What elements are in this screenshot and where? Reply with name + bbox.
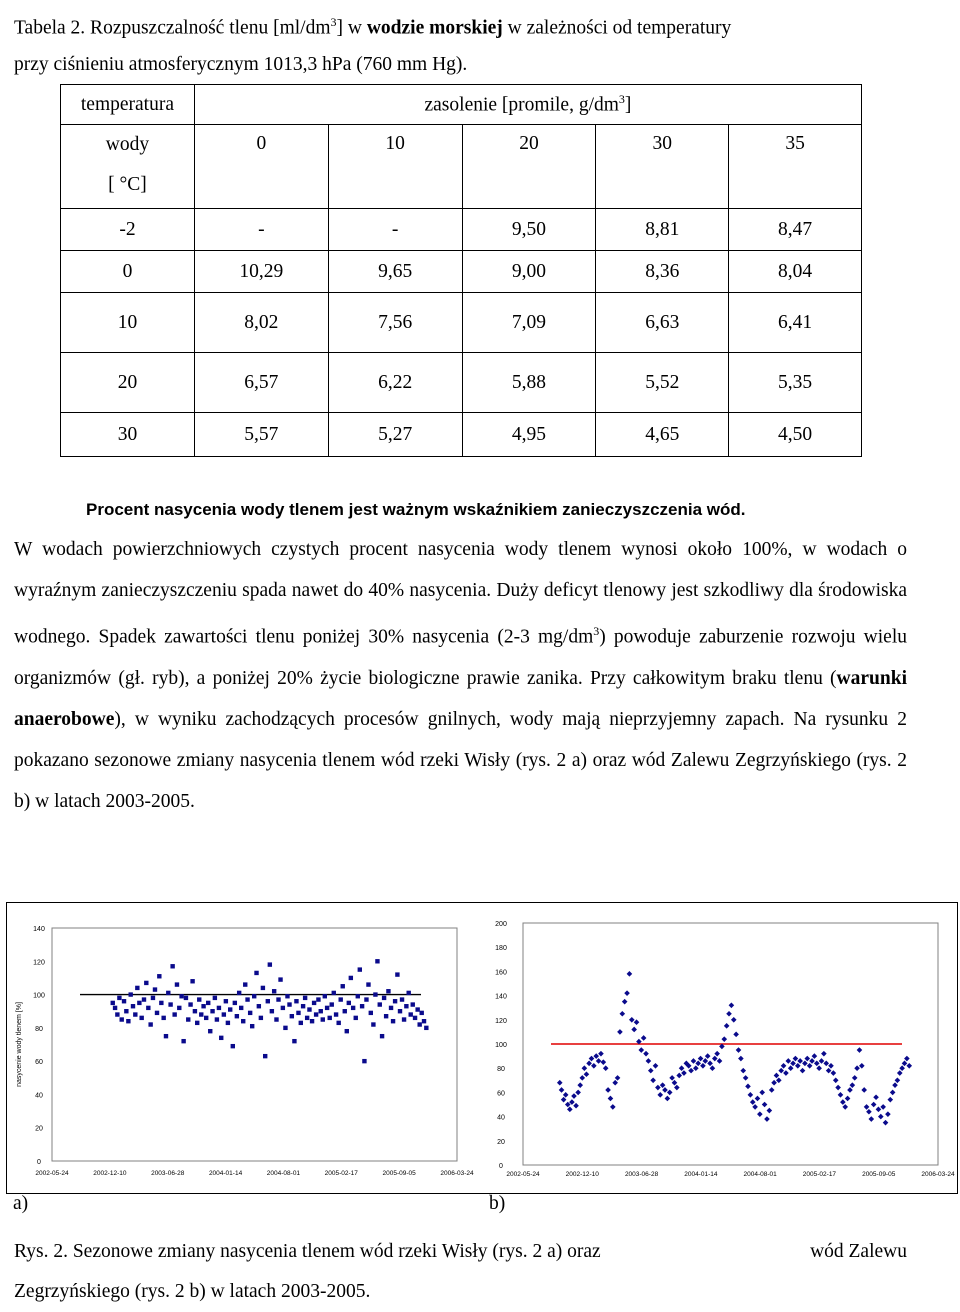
table-cell: 9,00 bbox=[462, 251, 596, 293]
data-point bbox=[219, 1036, 223, 1040]
data-point bbox=[215, 1017, 219, 1021]
data-point bbox=[343, 1009, 347, 1013]
data-point bbox=[400, 997, 404, 1001]
table-cell: 5,57 bbox=[194, 413, 328, 457]
data-point bbox=[113, 1006, 117, 1010]
caption-bold: wodzie morskiej bbox=[366, 17, 503, 39]
data-point bbox=[231, 1044, 235, 1048]
x-tick-label: 2004-01-14 bbox=[208, 1170, 243, 1177]
table-cell: 7,09 bbox=[462, 293, 596, 353]
data-point bbox=[287, 1002, 291, 1006]
data-point bbox=[299, 1021, 303, 1025]
data-point bbox=[420, 1011, 424, 1015]
table-cell: - bbox=[194, 209, 328, 251]
table-cell: 4,95 bbox=[462, 413, 596, 457]
data-point bbox=[278, 977, 282, 981]
caption-part1: Tabela 2. Rozpuszczalność tlenu [ml/dm bbox=[14, 17, 331, 39]
data-point bbox=[153, 987, 157, 991]
x-tick-label: 2002-12-10 bbox=[565, 1171, 599, 1178]
x-tick-label: 2004-08-01 bbox=[743, 1171, 777, 1178]
data-point bbox=[126, 1019, 130, 1023]
data-point bbox=[364, 997, 368, 1001]
data-point bbox=[312, 1001, 316, 1005]
y-tick-label: 80 bbox=[35, 1025, 43, 1033]
salinity-sup: 3 bbox=[618, 92, 625, 107]
plot-area bbox=[52, 928, 457, 1161]
data-point bbox=[195, 1021, 199, 1025]
data-point bbox=[285, 994, 289, 998]
data-point bbox=[290, 1014, 294, 1018]
data-point bbox=[168, 1002, 172, 1006]
y-axis-label: nasycenie wody tlenem [%] bbox=[16, 1002, 23, 1087]
data-point bbox=[239, 1006, 243, 1010]
y-tick-label: 20 bbox=[497, 1138, 505, 1146]
data-point bbox=[135, 986, 139, 990]
data-point bbox=[142, 997, 146, 1001]
data-point bbox=[398, 1009, 402, 1013]
y-tick-label: 60 bbox=[35, 1059, 43, 1067]
data-point bbox=[115, 1012, 119, 1016]
data-point bbox=[301, 1004, 305, 1008]
table-row bbox=[61, 209, 862, 251]
salinity-20: 20 bbox=[462, 125, 596, 209]
figure-caption-suffix: wód Zalewu bbox=[810, 1241, 907, 1262]
data-point bbox=[310, 1019, 314, 1023]
temp-header-2: wody bbox=[105, 134, 150, 155]
data-point bbox=[122, 999, 126, 1003]
x-tick-label: 2004-01-14 bbox=[684, 1171, 718, 1178]
data-point bbox=[415, 1007, 419, 1011]
temp-header-cell bbox=[61, 125, 195, 209]
data-point bbox=[349, 976, 353, 980]
body-paragraph bbox=[14, 529, 907, 822]
x-tick-label: 2002-05-24 bbox=[506, 1171, 540, 1178]
data-point bbox=[378, 1002, 382, 1006]
data-point bbox=[283, 1026, 287, 1030]
y-tick-label: 200 bbox=[495, 921, 507, 928]
data-point bbox=[177, 1006, 181, 1010]
table-cell: 0 bbox=[61, 251, 195, 293]
data-point bbox=[199, 1012, 203, 1016]
table-cell: 6,41 bbox=[729, 293, 862, 353]
temp-header-3: [ °C] bbox=[108, 174, 147, 195]
y-tick-label: 100 bbox=[33, 992, 45, 1000]
figure-caption bbox=[14, 1232, 907, 1312]
data-point bbox=[393, 999, 397, 1003]
solubility-table bbox=[60, 84, 862, 457]
table-cell: 8,47 bbox=[729, 209, 862, 251]
salinity-header bbox=[194, 85, 861, 125]
temp-header-1: temperatura bbox=[61, 85, 195, 125]
data-point bbox=[268, 962, 272, 966]
data-point bbox=[328, 1016, 332, 1020]
data-point bbox=[151, 996, 155, 1000]
data-point bbox=[292, 1039, 296, 1043]
table-row bbox=[61, 293, 862, 353]
data-point bbox=[334, 1012, 338, 1016]
data-point bbox=[294, 999, 298, 1003]
data-point bbox=[369, 1011, 373, 1015]
x-tick-label: 2003-06-28 bbox=[624, 1171, 659, 1178]
paragraph-sup: 3 bbox=[593, 624, 600, 638]
data-point bbox=[161, 1016, 165, 1020]
data-point bbox=[139, 1016, 143, 1020]
paragraph-text-2: ) powoduje zaburzenie rozwoju wielu organizmów (gł. ryb), a poniżej 20% życie biologiczne prawie zanika. Przy całkowitym braku tlenu ( bbox=[14, 626, 907, 689]
caption-part3: w zależności od temperatury bbox=[502, 17, 732, 39]
data-point bbox=[406, 991, 410, 995]
data-point bbox=[321, 1017, 325, 1021]
data-point bbox=[224, 999, 228, 1003]
section-heading: Procent nasycenia wody tlenem jest ważnym wskaźnikiem zanieczyszczenia wód. bbox=[86, 500, 746, 519]
data-point bbox=[281, 1006, 285, 1010]
salinity-30: 30 bbox=[596, 125, 729, 209]
y-tick-label: 80 bbox=[497, 1066, 505, 1074]
data-point bbox=[380, 1034, 384, 1038]
data-point bbox=[252, 994, 256, 998]
table-row bbox=[61, 353, 862, 413]
data-point bbox=[131, 1004, 135, 1008]
data-point bbox=[208, 1029, 212, 1033]
data-point bbox=[206, 1001, 210, 1005]
data-point bbox=[316, 997, 320, 1001]
data-point bbox=[111, 1001, 115, 1005]
x-tick-label: 2006-03-24 bbox=[440, 1170, 474, 1177]
data-point bbox=[243, 982, 247, 986]
y-tick-label: 40 bbox=[497, 1114, 505, 1122]
data-point bbox=[307, 1007, 311, 1011]
y-tick-label: 0 bbox=[37, 1159, 41, 1166]
table-cell: -2 bbox=[61, 209, 195, 251]
table-row bbox=[61, 413, 862, 457]
data-point bbox=[226, 1021, 230, 1025]
x-tick-label: 2002-05-24 bbox=[35, 1170, 69, 1177]
table-cell: 6,22 bbox=[328, 353, 462, 413]
x-tick-label: 2005-09-05 bbox=[862, 1171, 896, 1178]
data-point bbox=[382, 996, 386, 1000]
data-point bbox=[345, 1029, 349, 1033]
caption-part2: ] w bbox=[336, 17, 367, 39]
data-point bbox=[166, 991, 170, 995]
table-cell: 6,57 bbox=[194, 353, 328, 413]
table-header-row bbox=[61, 85, 862, 125]
x-tick-label: 2002-12-10 bbox=[93, 1170, 127, 1177]
data-point bbox=[411, 1002, 415, 1006]
data-point bbox=[305, 1016, 309, 1020]
data-point bbox=[197, 997, 201, 1001]
table-subheader-row bbox=[61, 125, 862, 209]
data-point bbox=[314, 1012, 318, 1016]
salinity-header-text: zasolenie [promile, g/dm bbox=[424, 94, 619, 116]
data-point bbox=[241, 1019, 245, 1023]
data-point bbox=[228, 1007, 232, 1011]
table-row bbox=[61, 251, 862, 293]
table-cell: 8,02 bbox=[194, 293, 328, 353]
chart-a bbox=[7, 903, 482, 1193]
data-point bbox=[210, 1009, 214, 1013]
data-point bbox=[341, 984, 345, 988]
data-point bbox=[389, 1006, 393, 1010]
x-tick-label: 2005-02-17 bbox=[802, 1171, 837, 1178]
data-point bbox=[179, 994, 183, 998]
table-cell: 9,65 bbox=[328, 251, 462, 293]
data-point bbox=[404, 1004, 408, 1008]
data-point bbox=[201, 1004, 205, 1008]
y-tick-label: 180 bbox=[495, 945, 507, 953]
table-cell: 5,35 bbox=[729, 353, 862, 413]
x-tick-label: 2003-06-28 bbox=[151, 1170, 185, 1177]
data-point bbox=[175, 982, 179, 986]
data-point bbox=[422, 1019, 426, 1023]
y-tick-label: 120 bbox=[495, 1017, 507, 1025]
data-point bbox=[181, 1039, 185, 1043]
data-point bbox=[358, 967, 362, 971]
data-point bbox=[384, 1014, 388, 1018]
data-point bbox=[336, 1021, 340, 1025]
data-point bbox=[391, 1019, 395, 1023]
data-point bbox=[261, 986, 265, 990]
data-point bbox=[395, 972, 399, 976]
data-point bbox=[133, 1012, 137, 1016]
data-point bbox=[254, 971, 258, 975]
data-point bbox=[155, 1011, 159, 1015]
chart-b bbox=[483, 903, 958, 1193]
data-point bbox=[373, 992, 377, 996]
data-point bbox=[193, 1009, 197, 1013]
table-cell: 10,29 bbox=[194, 251, 328, 293]
data-point bbox=[351, 1006, 355, 1010]
data-point bbox=[144, 981, 148, 985]
y-tick-label: 160 bbox=[495, 969, 507, 977]
y-tick-label: 100 bbox=[495, 1042, 507, 1049]
data-point bbox=[259, 1016, 263, 1020]
data-point bbox=[213, 996, 217, 1000]
table-cell: 5,27 bbox=[328, 413, 462, 457]
table-cell: 8,81 bbox=[596, 209, 729, 251]
y-tick-label: 60 bbox=[497, 1090, 505, 1098]
data-point bbox=[148, 1022, 152, 1026]
salinity-35: 35 bbox=[729, 125, 862, 209]
data-point bbox=[120, 1017, 124, 1021]
data-point bbox=[204, 1016, 208, 1020]
data-point bbox=[339, 997, 343, 1001]
salinity-0: 0 bbox=[194, 125, 328, 209]
data-point bbox=[386, 989, 390, 993]
table-cell: 8,36 bbox=[596, 251, 729, 293]
data-point bbox=[257, 1004, 261, 1008]
data-point bbox=[413, 1016, 417, 1020]
data-point bbox=[375, 959, 379, 963]
figure-caption-line-2: Zegrzyńskiego (rys. 2 b) w latach 2003-2005. bbox=[14, 1281, 371, 1302]
table-cell: 6,63 bbox=[596, 293, 729, 353]
data-point bbox=[190, 979, 194, 983]
caption-line-2: przy ciśnieniu atmosferycznym 1013,3 hPa (760 mm Hg). bbox=[14, 53, 468, 75]
data-point bbox=[237, 991, 241, 995]
data-point bbox=[128, 992, 132, 996]
table-cell: - bbox=[328, 209, 462, 251]
data-point bbox=[274, 1017, 278, 1021]
y-tick-label: 140 bbox=[495, 993, 507, 1001]
data-point bbox=[360, 1004, 364, 1008]
data-point bbox=[266, 999, 270, 1003]
data-point bbox=[362, 1059, 366, 1063]
y-tick-label: 0 bbox=[499, 1163, 503, 1170]
panel-label-a: a) bbox=[13, 1193, 29, 1214]
table-cell: 5,52 bbox=[596, 353, 729, 413]
data-point bbox=[303, 996, 307, 1000]
paragraph-text-1: W wodach powierzchniowych czystych procent nasycenia wody tlenem wynosi około 100%, w wodach o wyraźnym zanieczyszczeniu spada nawet do 40% nasycenia. Duży deficyt tlenowy jest szkodliwy dla środowiska wodnego. Spadek zawartości tlenu poniżej 30% nasycenia (2-3 mg/dm bbox=[14, 539, 907, 648]
table-cell: 7,56 bbox=[328, 293, 462, 353]
data-point bbox=[184, 996, 188, 1000]
data-point bbox=[325, 1006, 329, 1010]
x-tick-label: 2004-08-01 bbox=[266, 1170, 301, 1177]
data-point bbox=[402, 1017, 406, 1021]
caption-sup: 3 bbox=[330, 15, 337, 29]
y-tick-label: 120 bbox=[33, 959, 45, 967]
data-point bbox=[188, 1002, 192, 1006]
table-cell: 5,88 bbox=[462, 353, 596, 413]
data-point bbox=[217, 1006, 221, 1010]
data-point bbox=[250, 1024, 254, 1028]
data-point bbox=[330, 1002, 334, 1006]
x-tick-label: 2005-09-05 bbox=[382, 1170, 416, 1177]
table-cell: 9,50 bbox=[462, 209, 596, 251]
table-cell: 20 bbox=[61, 353, 195, 413]
data-point bbox=[124, 1009, 128, 1013]
data-point bbox=[424, 1026, 428, 1030]
table-cell: 10 bbox=[61, 293, 195, 353]
y-tick-label: 20 bbox=[35, 1125, 43, 1133]
panel-label-b: b) bbox=[489, 1193, 506, 1214]
data-point bbox=[146, 1006, 150, 1010]
data-point bbox=[164, 1034, 168, 1038]
data-point bbox=[276, 997, 280, 1001]
data-point bbox=[245, 997, 249, 1001]
figure-caption-prefix: Rys. 2. Sezonowe zmiany nasycenia tlenem wód rzeki Wisły (rys. 2 a) oraz bbox=[14, 1241, 601, 1262]
data-point bbox=[248, 1011, 252, 1015]
data-point bbox=[159, 1001, 163, 1005]
data-point bbox=[117, 996, 121, 1000]
y-tick-label: 140 bbox=[33, 926, 45, 933]
data-point bbox=[233, 1001, 237, 1005]
data-point bbox=[272, 989, 276, 993]
salinity-close: ] bbox=[624, 94, 632, 116]
data-point bbox=[186, 1017, 190, 1021]
data-point bbox=[172, 1012, 176, 1016]
data-point bbox=[235, 1014, 239, 1018]
x-tick-label: 2006-03-24 bbox=[921, 1171, 955, 1178]
table-cell: 4,65 bbox=[596, 413, 729, 457]
data-point bbox=[270, 1009, 274, 1013]
table-cell: 30 bbox=[61, 413, 195, 457]
data-point bbox=[222, 1012, 226, 1016]
data-point bbox=[366, 982, 370, 986]
data-point bbox=[263, 1054, 267, 1058]
y-tick-label: 40 bbox=[35, 1092, 43, 1100]
data-point bbox=[347, 1001, 351, 1005]
data-point bbox=[356, 994, 360, 998]
table-cell: 8,04 bbox=[729, 251, 862, 293]
data-point bbox=[371, 1022, 375, 1026]
table-cell: 4,50 bbox=[729, 413, 862, 457]
table-caption bbox=[14, 4, 944, 83]
data-point bbox=[137, 1001, 141, 1005]
caption-line-1 bbox=[14, 4, 944, 47]
data-point bbox=[354, 1016, 358, 1020]
data-point bbox=[319, 1009, 323, 1013]
data-point bbox=[170, 964, 174, 968]
paragraph-text-3: ), w wyniku zachodzących procesów gnilnych, wody mają nieprzyjemny zapach. Na rysunku 2 pokazano sezonowe zmiany nasycenia tlenem wód rzeki Wisły (rys. 2 a) oraz wód Zalewu Zegrzyńskiego (rys. 2 b) w latach 2003-2005. bbox=[14, 708, 907, 812]
x-tick-label: 2005-02-17 bbox=[324, 1170, 358, 1177]
figure-caption-line-1 bbox=[14, 1232, 907, 1272]
data-point bbox=[417, 1022, 421, 1026]
salinity-10: 10 bbox=[328, 125, 462, 209]
data-point bbox=[157, 974, 161, 978]
paragraph-bold: warunki anaerobowe bbox=[14, 667, 907, 730]
data-point bbox=[409, 1012, 413, 1016]
data-point bbox=[296, 1011, 300, 1015]
data-point bbox=[323, 994, 327, 998]
data-point bbox=[332, 991, 336, 995]
figure-frame bbox=[6, 902, 958, 1214]
